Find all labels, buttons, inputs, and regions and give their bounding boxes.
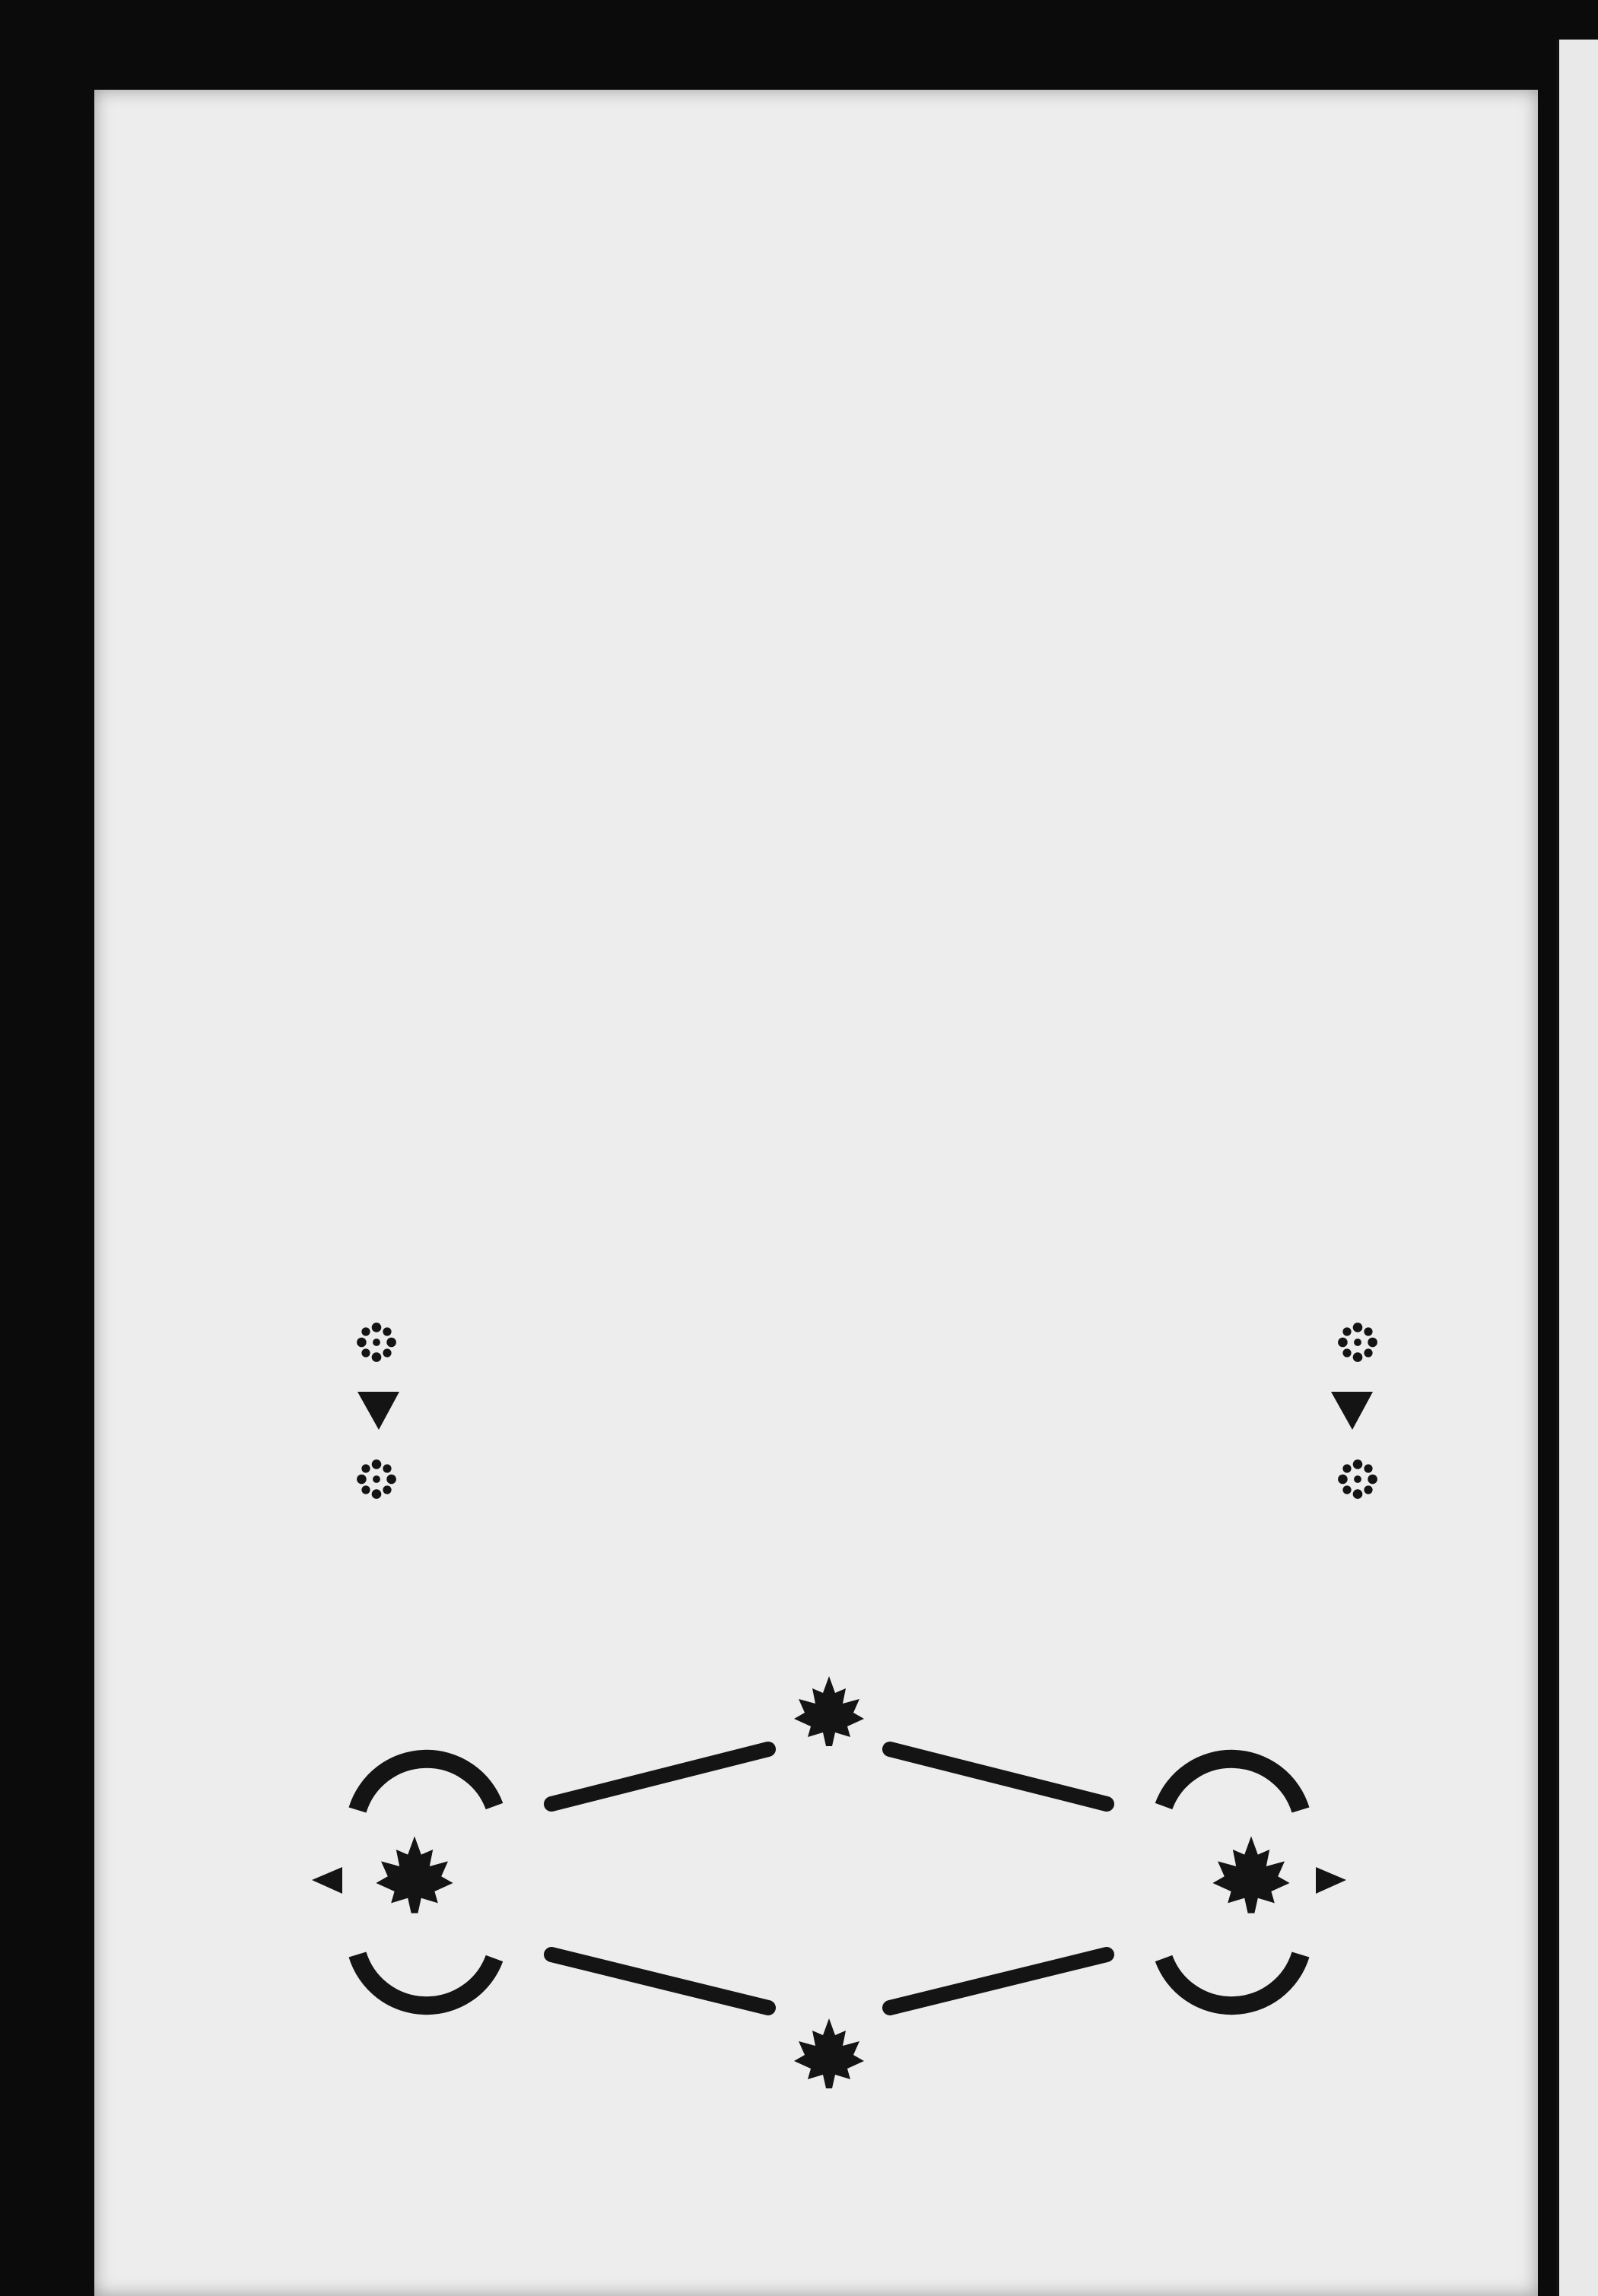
- triangle-ornament-left: [357, 1392, 399, 1430]
- frame-line: [890, 1749, 1107, 1804]
- frame-line: [890, 1955, 1107, 2008]
- frame-curl-right-top: [1164, 1759, 1301, 1810]
- flower-icon: [1338, 1459, 1377, 1499]
- maple-leaf-icon: [794, 2018, 864, 2088]
- frame-line: [551, 1955, 768, 2008]
- flower-icon: [357, 1459, 396, 1499]
- arrow-right-icon: [1316, 1867, 1346, 1894]
- frame-curl-left-bottom: [357, 1955, 494, 2005]
- stencil-figure-2: [266, 1635, 1395, 2152]
- body-text: [345, 309, 1469, 313]
- maple-leaf-icon: [1212, 1836, 1289, 1913]
- maple-leaf-icon: [794, 1676, 864, 1746]
- frame-curl-right-bottom: [1164, 1955, 1301, 2005]
- adjacent-page-edge: [1556, 40, 1598, 2296]
- frame-curl-left-top: [357, 1759, 494, 1810]
- frame-line: [551, 1749, 768, 1804]
- stencil-figure-1: [266, 1202, 1395, 1597]
- maple-leaf-icon: [376, 1836, 453, 1913]
- triangle-ornament-right: [1331, 1392, 1373, 1430]
- flower-icon: [357, 1323, 396, 1362]
- flower-icon: [1338, 1323, 1377, 1362]
- arrow-left-icon: [312, 1867, 342, 1894]
